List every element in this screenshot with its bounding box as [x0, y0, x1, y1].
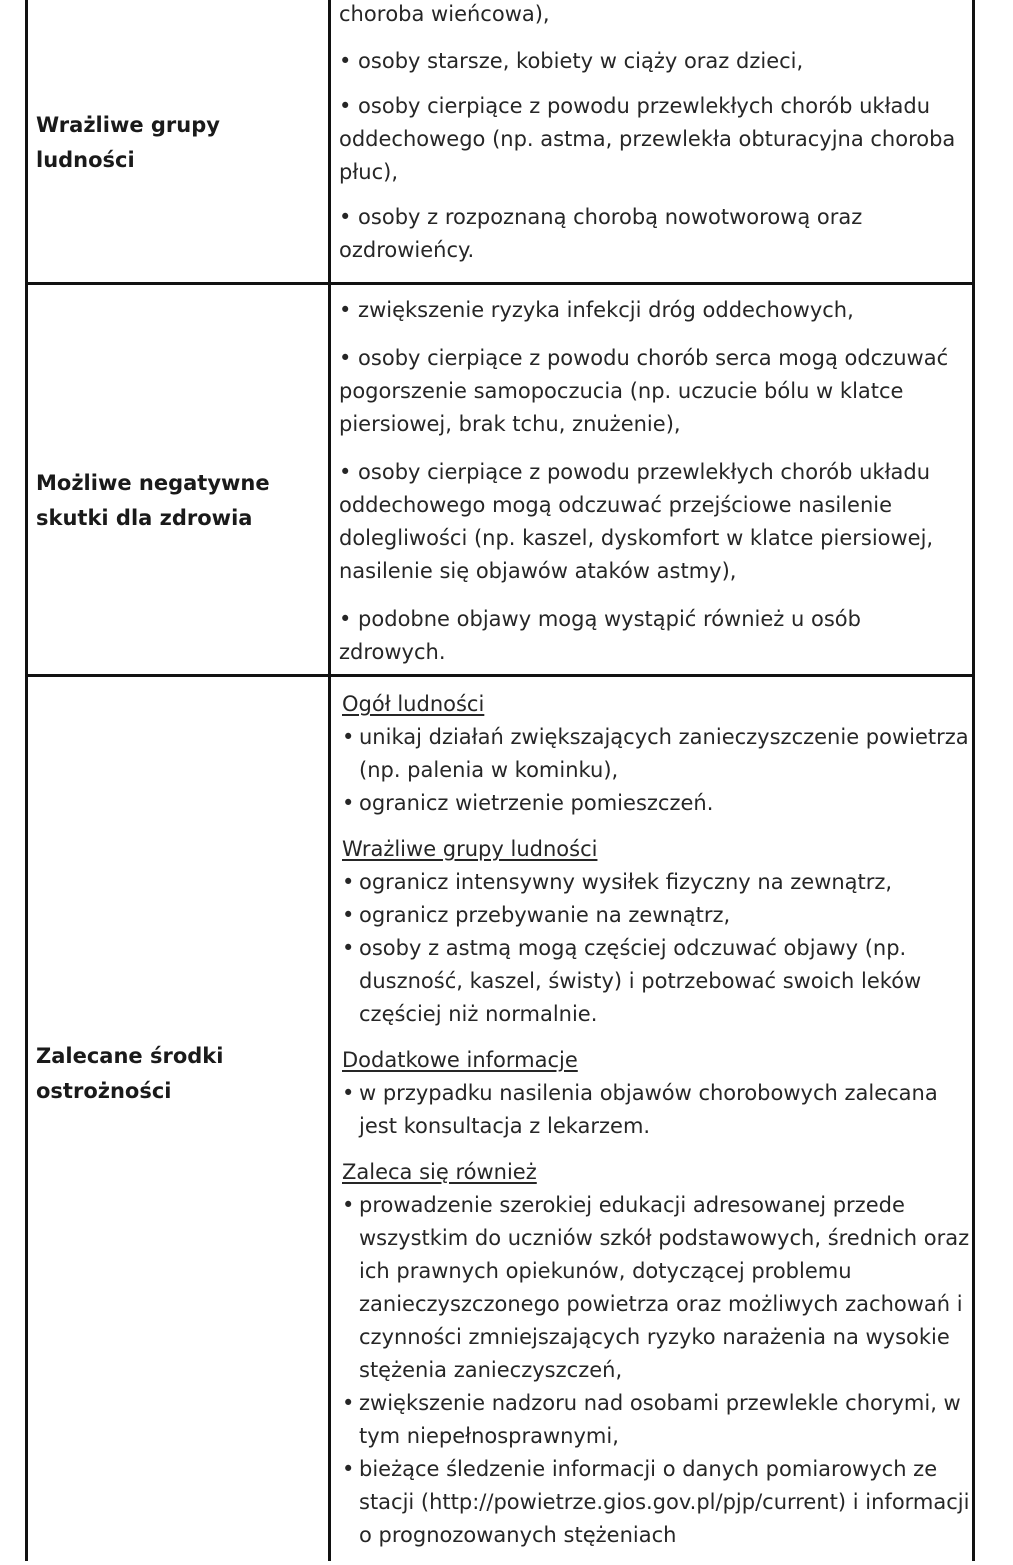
bullet-item: • osoby starsze, kobiety w ciąży oraz dzieci, — [339, 49, 804, 73]
precaution-group-general — [342, 688, 970, 820]
row-divider — [25, 282, 975, 285]
bullet-item: • w przypadku nasilenia objawów chorobowych zalecana jest konsultacja z lekarzem. — [342, 1077, 970, 1143]
bullet-item: • zwiększenie nadzoru nad osobami przewlekle chorymi, w tym niepełnosprawnymi, — [342, 1387, 970, 1453]
group-heading: Wrażliwe grupy ludności — [342, 837, 598, 861]
bullet-item: • zwiększenie ryzyka infekcji dróg oddechowych, — [339, 298, 854, 322]
bullet-item: • ogranicz przebywanie na zewnątrz, — [342, 899, 970, 932]
bullet-list — [342, 1189, 970, 1552]
row-content-precautions — [342, 688, 970, 1565]
bullet-item: • osoby z astmą mogą częściej odczuwać objawy (np. duszność, kaszel, świsty) i potrzebować swoich leków częściej niż normalnie. — [342, 932, 970, 1031]
table-column-divider — [328, 0, 331, 1561]
bullet-list — [342, 866, 970, 1031]
bullet-item: • osoby cierpiące z powodu chorób serca mogą odczuwać pogorszenie samopoczucia (np. uczucie bólu w klatce piersiowej, brak tchu, znużenie), — [339, 346, 949, 436]
bullet-item: • unikaj działań zwiększających zanieczyszczenie powietrza (np. palenia w kominku), — [342, 721, 970, 787]
bullet-item: • ogranicz intensywny wysiłek fizyczny na zewnątrz, — [342, 866, 970, 899]
group-heading: Ogół ludności — [342, 692, 485, 716]
bullet-item: • podobne objawy mogą wystąpić również u osób zdrowych. — [339, 607, 861, 664]
text-line: chorоba wieńcowa), — [339, 2, 550, 26]
row-label-vulnerable-groups: Wrażliwe grupy ludności — [36, 113, 220, 172]
bullet-item: • ogranicz wietrzenie pomieszczeń. — [342, 787, 970, 820]
precaution-group-also-recommended — [342, 1156, 970, 1552]
table-left-border — [25, 0, 28, 1561]
precaution-group-vulnerable — [342, 833, 970, 1031]
bullet-item: • bieżące śledzenie informacji o danych pomiarowych ze stacji (http://powietrze.gios.gov.pl/pjp/current) i informacji o prognozowanych stężeniach — [342, 1453, 970, 1552]
group-heading: Zaleca się również — [342, 1160, 537, 1184]
bullet-item: • osoby cierpiące z powodu przewlekłych chorób układu oddechowego mogą odczuwać przejściowe nasilenie dolegliwości (np. kaszel, dyskomfort w klatce piersiowej, nasilenie się objawów ataków astmy), — [339, 460, 934, 583]
bullet-list — [342, 1077, 970, 1143]
row-content-vulnerable-groups — [339, 0, 964, 282]
row-label-precautions: Zalecane środki ostrożności — [36, 1044, 224, 1103]
bullet-item: • osoby cierpiące z powodu przewlekłych chorób układu oddechowego (np. astma, przewlekła obturacyjna choroba płuc), — [339, 94, 956, 184]
bullet-list — [342, 721, 970, 820]
group-heading: Dodatkowe informacje — [342, 1048, 578, 1072]
table-right-border — [972, 0, 975, 1561]
row-label-health-effects: Możliwe negatywne skutki dla zdrowia — [36, 471, 270, 530]
bullet-item: • prowadzenie szerokiej edukacji adresowanej przede wszystkim do uczniów szkół podstawowych, średnich oraz ich prawnych opiekunów, dotyczącej problemu zanieczyszczonego powietrza oraz możliwych zachowań i czynności zmniejszających ryzyko narażenia na wysokie stężenia zanieczyszczeń, — [342, 1189, 970, 1387]
precaution-group-additional-info — [342, 1044, 970, 1143]
row-content-health-effects — [339, 294, 969, 684]
bullet-item: • osoby z rozpoznaną chorobą nowotworową oraz ozdrowieńcy. — [339, 205, 863, 262]
